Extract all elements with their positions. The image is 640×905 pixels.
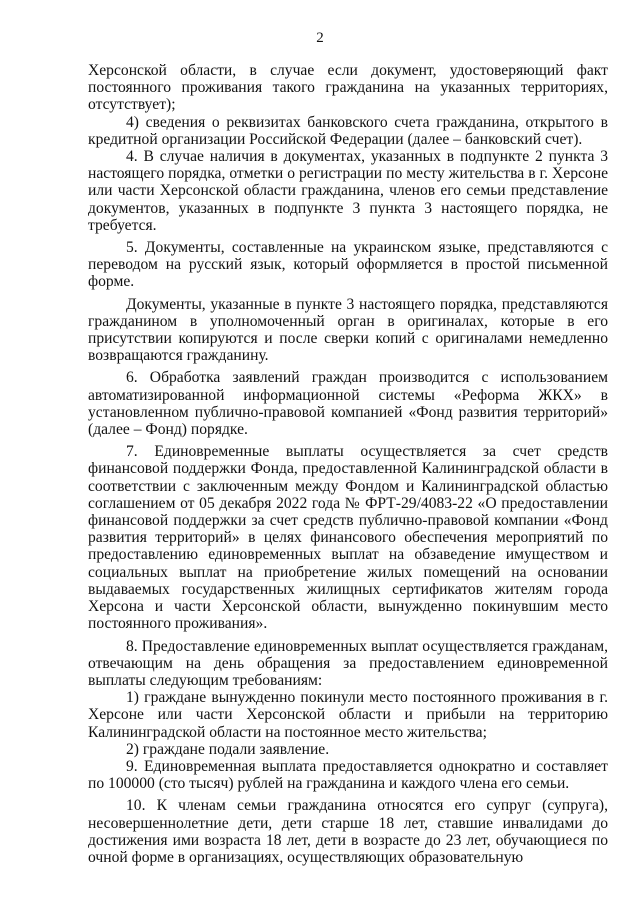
paragraph-4: 4. В случае наличия в документах, указанных в подпункте 2 пункта 3 настоящего порядка, отметки о регистрации по месту жительства в г. Херсоне или части Херсонской области гражданина, членов его семьи представление документов, указанных в подпункте 3 пункта 3 настоящего порядка, не требуется. (88, 148, 608, 234)
paragraph-9: 9. Единовременная выплата предоставляется однократно и составляет по 100000 (сто тысяч) рублей на гражданина и каждого члена его семьи. (88, 757, 608, 793)
paragraph-8-item-1: 1) граждане вынужденно покинули место постоянного проживания в г. Херсоне или части Херсонской области и прибыли на территорию Калининградской области на постоянное место жительства; (88, 689, 608, 741)
paragraph-8: 8. Предоставление единовременных выплат осуществляется гражданам, отвечающим на день обращения за предоставлением единовременной выплаты следующим требованиям: (88, 637, 608, 689)
paragraph-bank-details: 4) сведения о реквизитах банковского счета гражданина, открытого в кредитной организации Российской Федерации (далее – банковский счет). (88, 113, 608, 148)
paragraph-10: 10. К членам семьи гражданина относятся его супруг (супруга), несовершеннолетние дети, дети старше 18 лет, ставшие инвалидами до достижения ими возраста 18 лет, дети в возрасте до 23 лет, обучающиеся по очной форме в организациях, осуществляющих образовательную (88, 797, 608, 866)
paragraph-6: 6. Обработка заявлений граждан производится с использованием автоматизированной информационной системы «Реформа ЖКХ» в установленном публично-правовой компанией «Фонд развития территорий» (далее – Фонд) порядке. (88, 369, 608, 439)
paragraph-7: 7. Единовременные выплаты осуществляется за счет средств финансовой поддержки Фонда, предоставленной Калининградской области в соответствии с заключенным между Фондом и Калининградской областью соглашением от 05 декабря 2022 года № ФРТ-29/4083-22 «О предоставлении финансовой поддержки за счет средств публично-правовой компании «Фонд развития территорий» в целях финансового обеспечения мероприятий по предоставлению единовременных выплат на обзаведение имуществом и социальных выплат на приобретение жилых помещений на основании выдаваемых государственных жилищных сертификатов жителям города Херсона и части Херсонской области, вынужденно покинувшим место постоянного проживания». (88, 443, 608, 633)
paragraph-8-item-2: 2) граждане подали заявление. (126, 740, 330, 758)
paragraph-documents-originals: Документы, указанные в пункте 3 настоящего порядка, представляются гражданином в уполномоченный орган в оригиналах, которые в его присутствии копируются и после сверки копий с оригиналами немедленно возвращаются гражданину. (88, 295, 608, 365)
document-body (88, 62, 608, 866)
page-number: 2 (316, 30, 324, 46)
paragraph-5: 5. Документы, составленные на украинском языке, представляются с переводом на русский язык, который оформляется в простой письменной форме. (88, 239, 608, 291)
paragraph-continuation: Херсонской области, в случае если документ, удостоверяющий факт постоянного проживания такого гражданина на указанных территориях, отсутствует); (88, 62, 608, 114)
